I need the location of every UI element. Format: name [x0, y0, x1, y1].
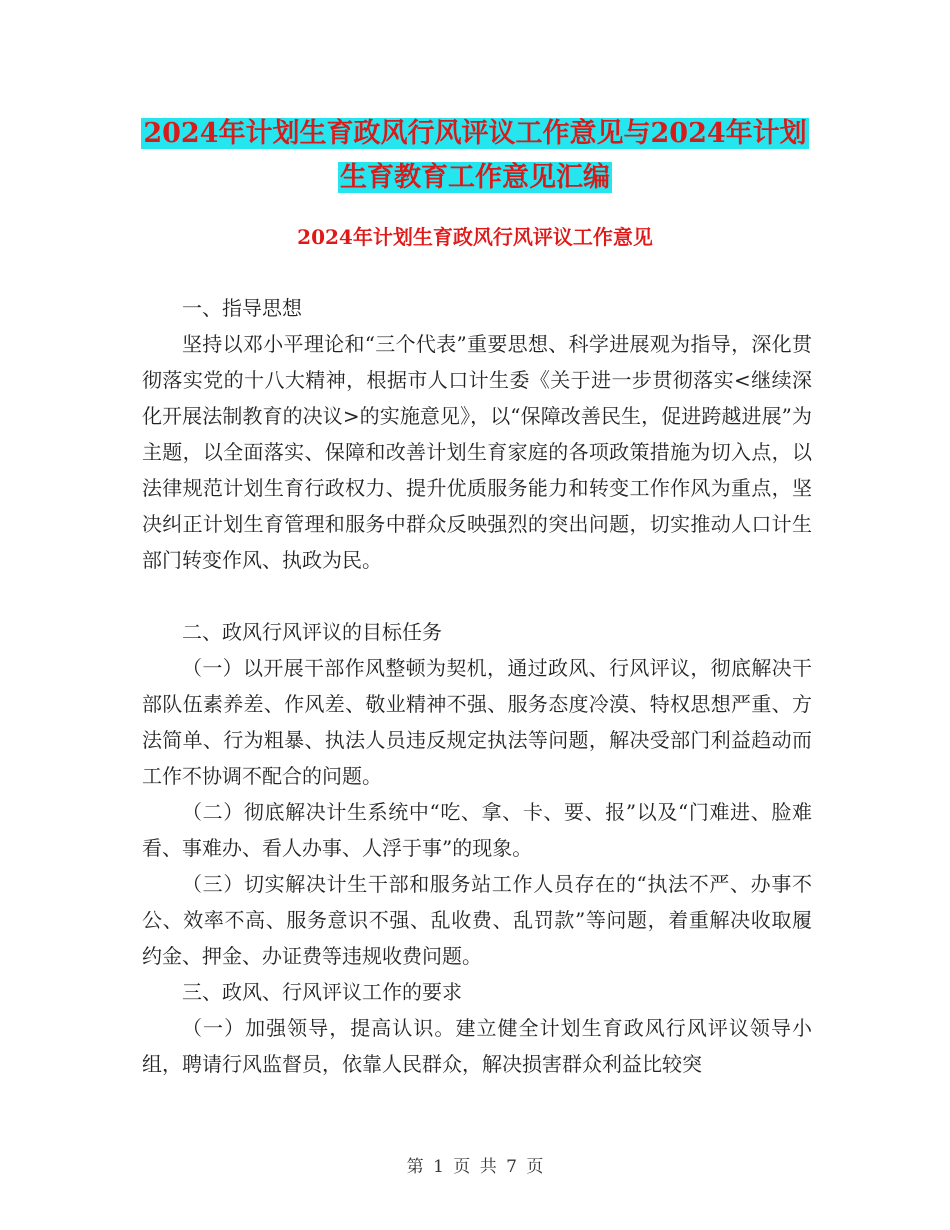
paragraph-guiding-thought: 坚持以邓小平理论和“三个代表”重要思想、科学进展观为指导，深化贯彻落实党的十八大精神，根据市人口计生委《关于进一步贯彻落实<继续深化开展法制教育的决议>的实施意见》，以“保障改善民生，促进跨越进展”为主题，以全面落实、保障和改善计划生育家庭的各项政策措施为切入点，以法律规范计划生育行政权力、提升优质服务能力和转变工作作风为重点，坚决纠正计划生育管理和服务中群众反映强烈的突出问题，切实推动人口计生部门转变作风、执政为民。 — [142, 332, 812, 572]
title-highlight-2: 生育教育工作意见汇编 — [340, 162, 610, 193]
heading-goals: 二、政风行风评议的目标任务 — [182, 620, 442, 644]
document-body — [142, 290, 812, 1082]
paragraph-goal-1: （一）以开展干部作风整顿为契机，通过政风、行风评议，彻底解决干部队伍素养差、作风差、敬业精神不强、服务态度冷漠、特权思想严重、方法简单、行为粗暴、执法人员违反规定执法等问题，解决受部门利益趋动而工作不协调不配合的问题。 — [142, 656, 812, 788]
document-title-line-2 — [0, 154, 950, 202]
paragraph-goal-3: （三）切实解决计生干部和服务站工作人员存在的“执法不严、办事不公、效率不高、服务意识不强、乱收费、乱罚款”等问题，着重解决收取履约金、押金、办证费等违规收费问题。 — [142, 872, 812, 968]
heading-guiding-thought: 一、指导思想 — [182, 296, 302, 320]
title-highlight-1: 2024年计划生育政风行风评议工作意见与2024年计划 — [143, 118, 807, 149]
paragraph-goal-2: （二）彻底解决计生系统中“吃、拿、卡、要、报”以及“门难进、脸难看、事难办、看人办事、人浮于事”的现象。 — [142, 800, 812, 860]
document-title-line-1 — [0, 110, 950, 158]
page-number-footer: 第 1 页 共 7 页 — [406, 1157, 544, 1177]
paragraph-requirement-1: （一）加强领导，提高认识。建立健全计划生育政风行风评议领导小组，聘请行风监督员，依靠人民群众，解决损害群众利益比较突 — [142, 1016, 812, 1076]
heading-requirements: 三、政风、行风评议工作的要求 — [182, 980, 462, 1004]
section-title: 2024年计划生育政风行风评议工作意见 — [297, 225, 653, 249]
